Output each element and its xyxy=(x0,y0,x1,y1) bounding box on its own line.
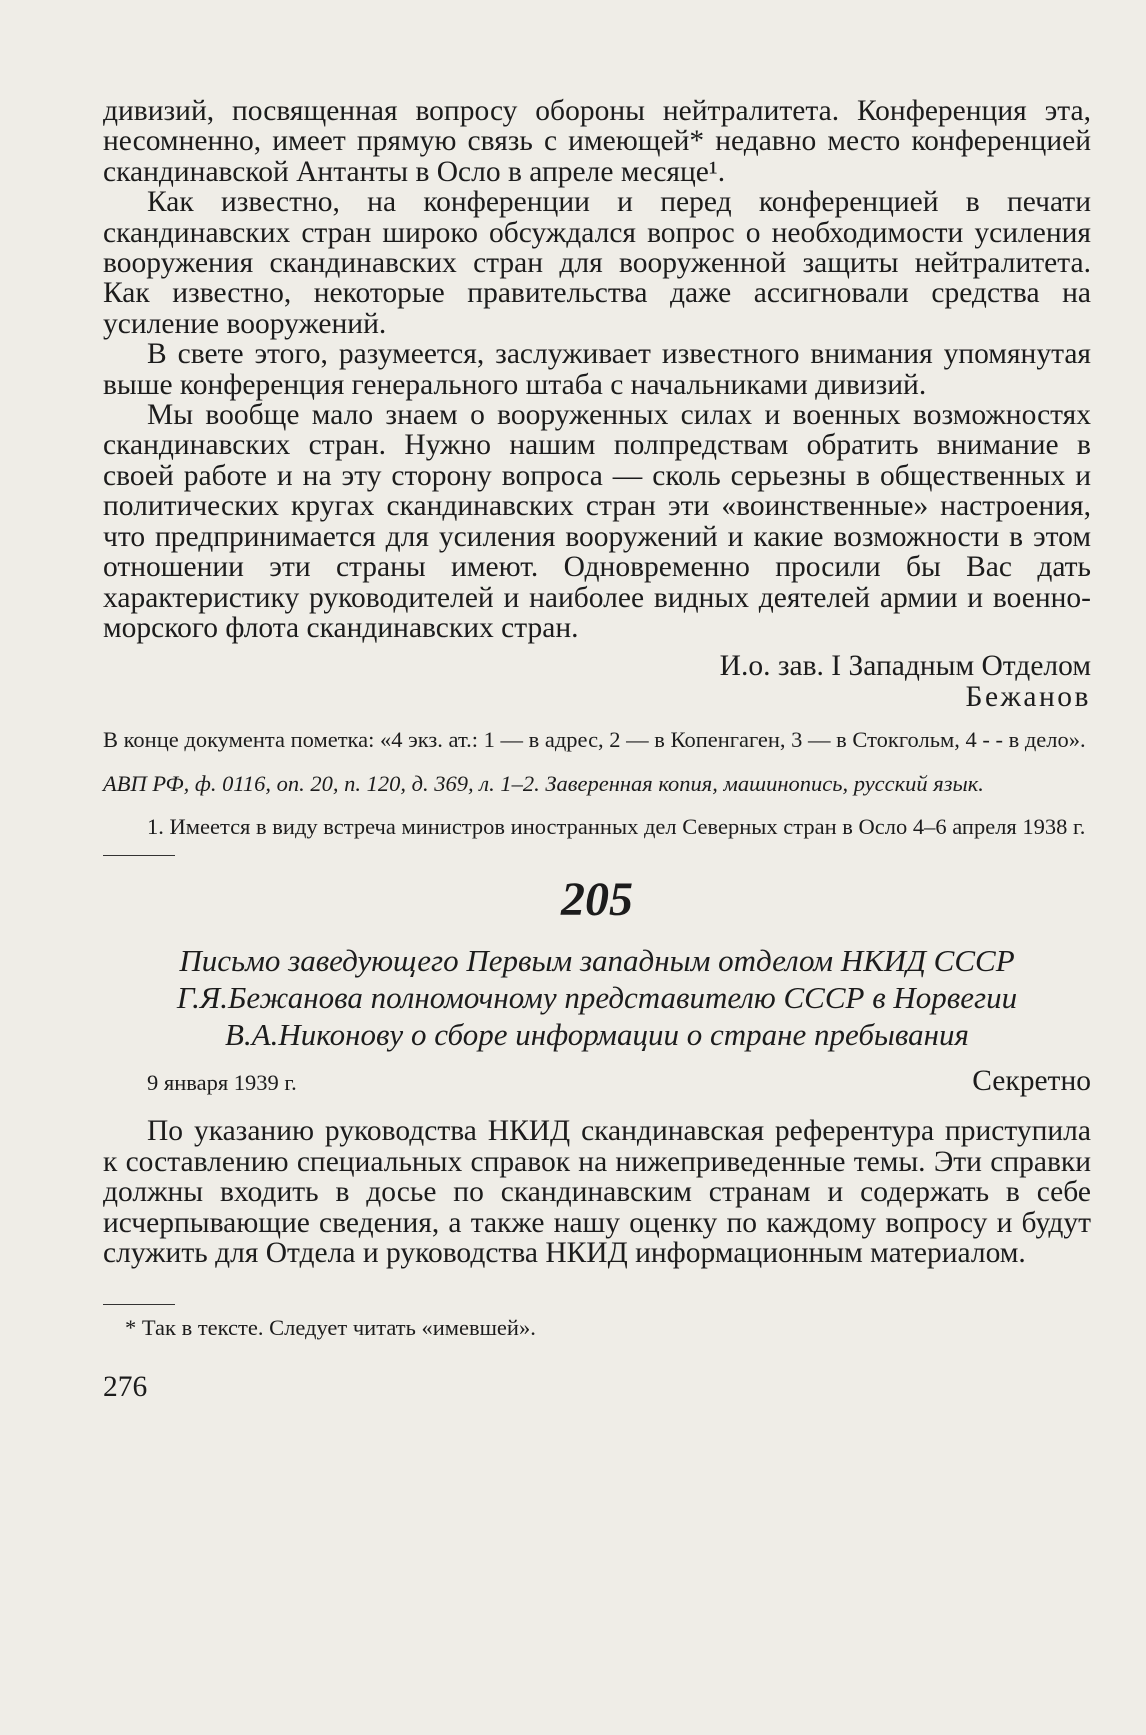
document-number: 205 xyxy=(561,873,633,927)
archive-source: АВП РФ, ф. 0116, оп. 20, п. 120, д. 369, л. 1–2. Заверенная копия, машинопись, русский язык. xyxy=(103,771,984,797)
dateline xyxy=(103,1065,1091,1098)
footnote-divider xyxy=(103,855,175,856)
signature-position: И.о. зав. I Западным Отделом xyxy=(719,650,1091,683)
paragraph-2: Как известно, на конференции и перед конференцией в печати скандинавских стран широко обсуждался вопрос о необходимости усиления вооружения скандинавских стран для вооруженной защиты нейтралитета. Как известно, некоторые правительства даже ассигновали средства на усиление вооружений. xyxy=(103,186,1091,340)
paragraph-4: Мы вообще мало знаем о вооруженных силах и военных возможностях скандинавских стран. Нужно нашим полпредствам обратить внимание в своей работе и на эту сторону вопроса — сколь серьезны в общественных и политических кругах скандинавских стран эти «воинственные» настроения, что предпринимается для усиления вооружений и какие возможности в этом отношении эти страны имеют. Одновременно просили бы Вас дать характеристику руководителей и наиболее видных деятелей армии и военно-морского флота скандинавских стран. xyxy=(103,399,1091,644)
classification-stamp: Секретно xyxy=(972,1065,1091,1098)
document-title-line-2: Г.Я.Бежанова полномочному представителю СССР в Норвегии xyxy=(176,980,1018,1016)
document-note: В конце документа пометка: «4 экз. ат.: 1 — в адрес, 2 — в Копенгаген, 3 — в Стокгольм, 4 - - в дело». xyxy=(103,727,1086,753)
signature-block xyxy=(103,651,1091,713)
document-title-line-1: Письмо заведующего Первым западным отделом НКИД СССР xyxy=(179,943,1015,979)
paragraph-5: По указанию руководства НКИД скандинавская референтура приступила к составлению специальных справок на нижеприведенные темы. Эти справки должны входить в досье по скандинавским странам и содержать в себе исчерпывающие сведения, а также нашу оценку по каждому вопросу и будут служить для Отдела и руководства НКИД информационным материалом. xyxy=(103,1115,1091,1269)
star-footnote-divider xyxy=(103,1304,175,1305)
paragraph-1: дивизий, посвященная вопросу обороны нейтралитета. Конференция эта, несомненно, имеет прямую связь с имеющей* недавно место конференцией скандинавской Антанты в Осло в апреле месяце¹. xyxy=(103,95,1091,188)
signature-name: Бежанов xyxy=(965,681,1091,714)
document-date: 9 января 1939 г. xyxy=(147,1070,297,1096)
book-page xyxy=(103,96,1091,1403)
footnote-1: 1. Имеется в виду встреча министров иностранных дел Северных стран в Осло 4–6 апреля 1938 г. xyxy=(147,814,1086,840)
paragraph-3: В свете этого, разумеется, заслуживает известного внимания упомянутая выше конференция генерального штаба с начальниками дивизий. xyxy=(103,338,1091,401)
star-footnote: * Так в тексте. Следует читать «имевшей». xyxy=(125,1315,536,1341)
letter-body-continued xyxy=(103,96,1091,643)
page-number: 276 xyxy=(103,1371,148,1404)
document-title xyxy=(103,942,1091,1053)
document-title-line-3: В.А.Никонову о сборе информации о стране пребывания xyxy=(225,1017,969,1053)
